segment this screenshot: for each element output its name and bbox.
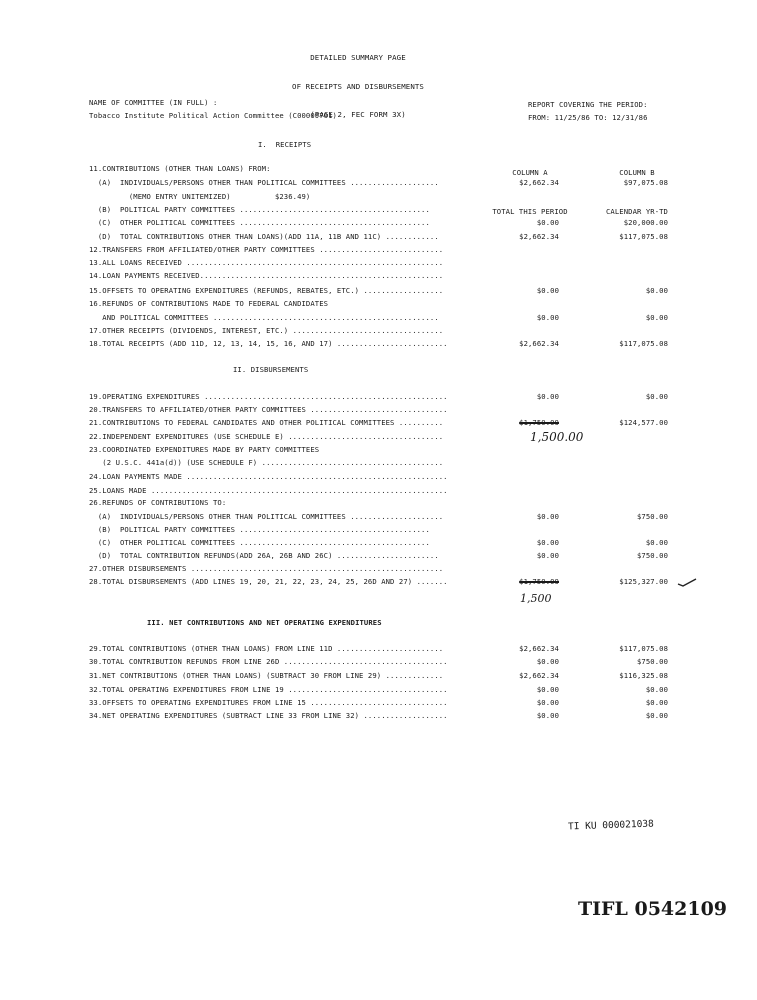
table-row [89,418,689,429]
row-label: 34.NET OPERATING EXPENDITURES (SUBTRACT LINE 33 FROM LINE 32) ................... [89,711,448,720]
table-row [89,178,689,189]
committee-name-value: Tobacco Institute Political Action Committee (C00009761) [89,111,337,120]
row-label: 30.TOTAL CONTRIBUTION REFUNDS FROM LINE 26D ..................................... [89,657,448,666]
table-row [89,232,689,243]
table-row [89,339,689,350]
row-label: 20.TRANSFERS TO AFFILIATED/OTHER PARTY COMMITTEES ............................... [89,405,448,414]
column-b-subtitle: CALENDAR YR-TD [606,207,668,216]
row-label: 13.ALL LOANS RECEIVED .......................................................... [89,258,444,267]
column-a-value: $2,662.34 [519,339,559,348]
column-a-value: $0.00 [536,218,559,227]
column-b-value: $124,577.00 [619,418,668,427]
column-a-value: $0.00 [536,685,559,694]
column-a-value: $0.00 [536,551,559,560]
row-label: 16.REFUNDS OF CONTRIBUTIONS MADE TO FEDERAL CANDIDATES [89,299,329,308]
column-b-value: $20,000.00 [623,218,668,227]
column-a-value: $0.00 [536,512,559,521]
row-label: (A) INDIVIDUALS/PERSONS OTHER THAN POLITICAL COMMITTEES .................... [89,178,439,187]
column-b-value: $750.00 [637,551,668,560]
column-b-value: $0.00 [645,698,668,707]
row-label: AND POLITICAL COMMITTEES ................................................... [89,313,439,322]
column-a-value: $0.00 [536,711,559,720]
row-label: 12.TRANSFERS FROM AFFILIATED/OTHER PARTY COMMITTEES ............................ [89,245,444,254]
column-b-value: $0.00 [645,286,668,295]
row-label: 33.OFFSETS TO OPERATING EXPENDITURES FROM LINE 15 ............................... [89,698,448,707]
column-a-value: $1,750.00 [519,577,559,586]
row-label: 28.TOTAL DISBURSEMENTS (ADD LINES 19, 20, 21, 22, 23, 24, 25, 26D AND 27) ....... [89,577,448,586]
table-row [89,392,689,403]
table-row [89,657,689,668]
period-value: FROM: 11/25/86 TO: 12/31/86 [528,113,648,122]
row-label: 23.COORDINATED EXPENDITURES MADE BY PARTY COMMITTEES [89,445,320,454]
column-b-value: $0.00 [645,711,668,720]
row-label: 21.CONTRIBUTIONS TO FEDERAL CANDIDATES AND OTHER POLITICAL COMMITTEES .......... [89,418,444,427]
table-row [89,551,689,562]
table-row [89,512,689,523]
handwritten-amount-line-22: 1,500.00 [530,430,584,444]
period-label: REPORT COVERING THE PERIOD: [528,100,648,109]
row-label: (D) TOTAL CONTRIBUTION REFUNDS(ADD 26A, 26B AND 26C) ....................... [89,551,439,560]
column-a-value: $2,662.34 [519,178,559,187]
column-b-value: $750.00 [637,657,668,666]
column-b-title: COLUMN B [619,168,655,177]
row-label: 19.OPERATING EXPENDITURES ....................................................... [89,392,448,401]
table-row [89,205,689,216]
check-mark-icon [676,576,698,588]
column-b-value: $0.00 [645,538,668,547]
row-label: 11.CONTRIBUTIONS (OTHER THAN LOANS) FROM: [89,164,271,173]
row-label: (B) POLITICAL PARTY COMMITTEES ........................................... [89,525,430,534]
table-row [89,258,689,269]
header-title: DETAILED SUMMARY PAGE [310,53,406,62]
row-label: 27.OTHER DISBURSEMENTS ......................................................... [89,564,444,573]
table-row [89,192,689,203]
handwritten-amount-line-28: 1,500 [520,592,552,605]
column-a-value: $2,662.34 [519,671,559,680]
row-label: (2 U.S.C. 441a(d)) (USE SCHEDULE F) ......................................... [89,458,444,467]
column-a-subtitle: TOTAL THIS PERIOD [492,207,568,216]
table-row [89,498,689,509]
column-b-value: $0.00 [645,313,668,322]
column-a-title: COLUMN A [512,168,548,177]
document-stamp: TI KU 000021038 [567,818,654,833]
table-row [89,445,689,456]
column-a-value: $2,662.34 [519,644,559,653]
table-row [89,271,689,282]
table-row [89,711,689,722]
row-label: 29.TOTAL CONTRIBUTIONS (OTHER THAN LOANS) FROM LINE 11D ........................ [89,644,444,653]
net-section-title: III. NET CONTRIBUTIONS AND NET OPERATING EXPENDITURES [147,618,382,627]
receipts-section-title: I. RECEIPTS [258,140,312,149]
table-row [89,472,689,483]
row-label: 24.LOAN PAYMENTS MADE ........................................................... [89,472,448,481]
table-row [89,286,689,297]
table-row [89,218,689,229]
column-b-value: $97,075.08 [623,178,668,187]
row-label: 18.TOTAL RECEIPTS (ADD 11D, 12, 13, 14, 15, 16, AND 17) ......................... [89,339,448,348]
table-row [89,299,689,310]
bates-number: TIFL 0542109 [578,898,728,920]
table-row [89,525,689,536]
column-b-value: $117,075.08 [619,339,668,348]
table-row [89,326,689,337]
table-row [89,405,689,416]
row-label: 26.REFUNDS OF CONTRIBUTIONS TO: [89,498,227,507]
row-label: (C) OTHER POLITICAL COMMITTEES ........................................... [89,538,430,547]
row-label: (C) OTHER POLITICAL COMMITTEES ........................................... [89,218,430,227]
committee-name-label: NAME OF COMMITTEE (IN FULL) : [89,98,218,107]
column-a-value: $0.00 [536,538,559,547]
column-b-value: $125,327.00 [619,577,668,586]
column-b-value: $117,075.08 [619,232,668,241]
table-row [89,164,689,175]
table-row [89,432,689,443]
table-row [89,458,689,469]
column-b-value: $750.00 [637,512,668,521]
column-a-value: $0.00 [536,657,559,666]
column-a-value: $0.00 [536,698,559,707]
table-row [89,644,689,655]
row-label: (D) TOTAL CONTRIBUTIONS OTHER THAN LOANS)(ADD 11A, 11B AND 11C) ............ [89,232,439,241]
row-label: (A) INDIVIDUALS/PERSONS OTHER THAN POLITICAL COMMITTEES ..................... [89,512,444,521]
column-a-value: $2,662.34 [519,232,559,241]
column-b-value: $0.00 [645,685,668,694]
row-label: 25.LOANS MADE ................................................................... [89,486,448,495]
header-form-ref: (PAGE 2, FEC FORM 3X) [310,110,406,119]
table-row [89,538,689,549]
column-b-value: $116,325.08 [619,671,668,680]
row-label: 14.LOAN PAYMENTS RECEIVED....................................................... [89,271,444,280]
table-row [89,577,689,588]
row-label: 31.NET CONTRIBUTIONS (OTHER THAN LOANS) (SUBTRACT 30 FROM LINE 29) ............. [89,671,444,680]
column-a-value: $1,750.00 [519,418,559,427]
row-label: 32.TOTAL OPERATING EXPENDITURES FROM LINE 19 .................................... [89,685,448,694]
table-row [89,698,689,709]
table-row [89,564,689,575]
header-subtitle: OF RECEIPTS AND DISBURSEMENTS [292,81,424,91]
table-row [89,486,689,497]
table-row [89,685,689,696]
row-label: 17.OTHER RECEIPTS (DIVIDENDS, INTEREST, ETC.) .................................. [89,326,444,335]
column-a-value: $0.00 [536,392,559,401]
column-a-value: $0.00 [536,286,559,295]
table-row [89,245,689,256]
row-label: 15.OFFSETS TO OPERATING EXPENDITURES (REFUNDS, REBATES, ETC.) .................. [89,286,444,295]
table-row [89,671,689,682]
table-row [89,313,689,324]
row-label: (MEMO ENTRY UNITEMIZED) $236.49) [89,192,311,201]
disbursements-section-title: II. DISBURSEMENTS [233,365,309,374]
row-label: 22.INDEPENDENT EXPENDITURES (USE SCHEDULE E) ................................... [89,432,444,441]
column-b-value: $117,075.08 [619,644,668,653]
column-a-value: $0.00 [536,313,559,322]
row-label: (B) POLITICAL PARTY COMMITTEES ........................................... [89,205,430,214]
column-b-value: $0.00 [645,392,668,401]
